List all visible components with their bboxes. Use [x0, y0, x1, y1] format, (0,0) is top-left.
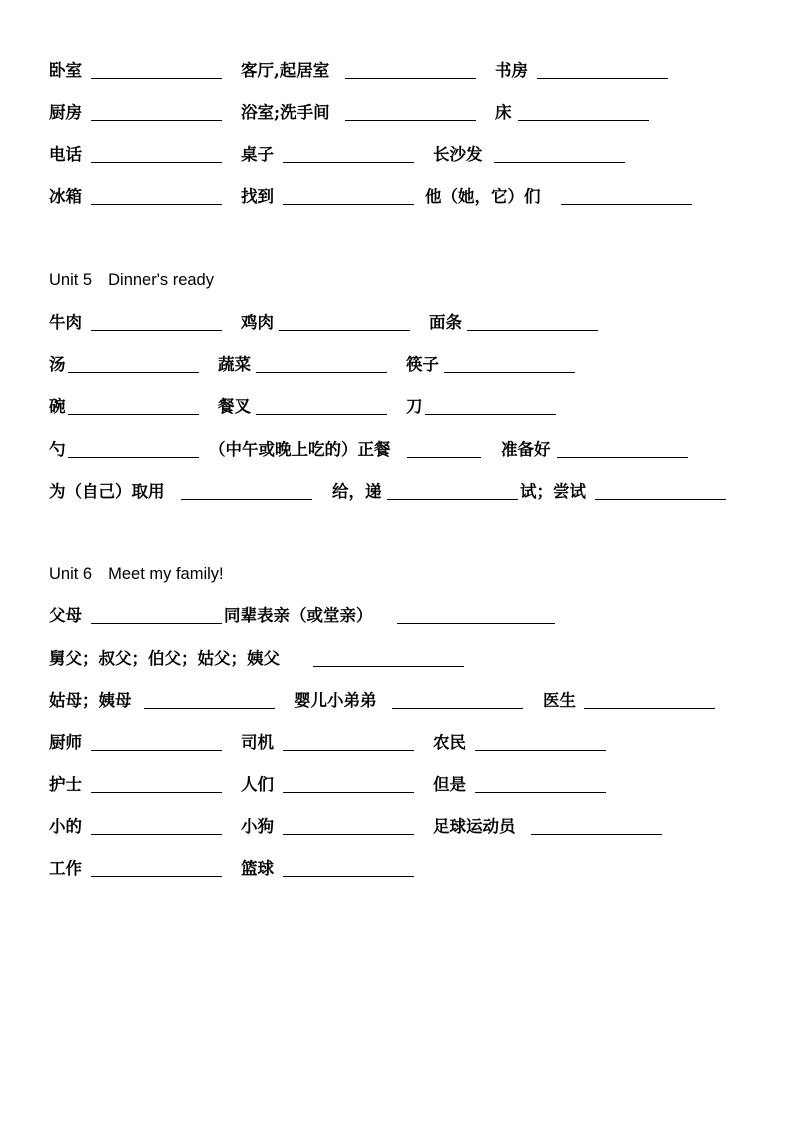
answer-blank[interactable] [444, 372, 575, 373]
answer-blank[interactable] [91, 330, 222, 331]
answer-blank[interactable] [91, 750, 222, 751]
answer-blank[interactable] [256, 414, 387, 415]
vocab-label: 医生 [543, 691, 576, 710]
vocab-label: 鸡肉 [241, 313, 274, 332]
answer-blank[interactable] [425, 414, 556, 415]
answer-blank[interactable] [397, 623, 555, 624]
vocab-label: 冰箱 [49, 187, 82, 206]
answer-blank[interactable] [181, 499, 312, 500]
answer-blank[interactable] [475, 792, 606, 793]
unit-title: Meet my family! [108, 565, 224, 583]
answer-blank[interactable] [91, 204, 222, 205]
answer-blank[interactable] [392, 708, 523, 709]
answer-blank[interactable] [91, 78, 222, 79]
answer-blank[interactable] [557, 457, 688, 458]
vocab-label: 父母 [49, 606, 82, 625]
vocab-label: 浴室;洗手间 [241, 103, 330, 122]
vocab-label: 汤 [49, 355, 66, 374]
vocab-label: 司机 [241, 733, 274, 752]
vocab-label: 筷子 [406, 355, 439, 374]
unit5-heading [49, 270, 214, 290]
answer-blank[interactable] [531, 834, 662, 835]
answer-blank[interactable] [561, 204, 692, 205]
vocab-label: 客厅,起居室 [241, 61, 330, 80]
answer-blank[interactable] [407, 457, 481, 458]
vocab-label: 农民 [433, 733, 466, 752]
answer-blank[interactable] [91, 876, 222, 877]
vocab-label: 厨师 [49, 733, 82, 752]
vocab-label: 电话 [49, 145, 82, 164]
vocab-label: 小的 [49, 817, 82, 836]
vocab-label: 给，递 [332, 482, 382, 501]
answer-blank[interactable] [283, 750, 414, 751]
vocab-label: 人们 [241, 775, 274, 794]
vocab-label: 但是 [433, 775, 466, 794]
vocab-label: 牛肉 [49, 313, 82, 332]
answer-blank[interactable] [68, 457, 199, 458]
vocab-label: 准备好 [501, 440, 551, 459]
answer-blank[interactable] [91, 792, 222, 793]
answer-blank[interactable] [279, 330, 410, 331]
answer-blank[interactable] [595, 499, 726, 500]
vocab-label: 蔬菜 [218, 355, 251, 374]
vocab-label: 桌子 [241, 145, 274, 164]
vocab-label: 刀 [406, 397, 423, 416]
answer-blank[interactable] [387, 499, 518, 500]
answer-blank[interactable] [537, 78, 668, 79]
vocab-label: 餐叉 [218, 397, 251, 416]
vocab-label: 姑母；姨母 [49, 691, 132, 710]
vocab-label: 为（自己）取用 [49, 482, 165, 501]
answer-blank[interactable] [283, 162, 414, 163]
vocab-label: 小狗 [241, 817, 274, 836]
vocab-label: 找到 [241, 187, 274, 206]
answer-blank[interactable] [283, 876, 414, 877]
answer-blank[interactable] [518, 120, 649, 121]
answer-blank[interactable] [68, 372, 199, 373]
vocab-label: 面条 [429, 313, 462, 332]
vocab-label: 护士 [49, 775, 82, 794]
answer-blank[interactable] [467, 330, 598, 331]
vocab-label: 勺 [49, 440, 66, 459]
answer-blank[interactable] [91, 834, 222, 835]
answer-blank[interactable] [256, 372, 387, 373]
unit-number: Unit 5 [49, 271, 93, 289]
vocab-label: 同辈表亲（或堂亲） [224, 606, 373, 625]
answer-blank[interactable] [345, 120, 476, 121]
answer-blank[interactable] [283, 834, 414, 835]
vocab-label: 试；尝试 [520, 482, 586, 501]
vocab-label: 厨房 [49, 103, 82, 122]
unit-title: Dinner's ready [108, 271, 214, 289]
answer-blank[interactable] [283, 792, 414, 793]
answer-blank[interactable] [494, 162, 625, 163]
vocab-label: 工作 [49, 859, 82, 878]
answer-blank[interactable] [68, 414, 199, 415]
answer-blank[interactable] [91, 623, 222, 624]
vocab-label: 长沙发 [433, 145, 483, 164]
vocab-label: 书房 [495, 61, 528, 80]
unit6-heading [49, 564, 224, 584]
vocab-label: 篮球 [241, 859, 274, 878]
answer-blank[interactable] [475, 750, 606, 751]
vocab-label: 卧室 [49, 61, 82, 80]
answer-blank[interactable] [584, 708, 715, 709]
answer-blank[interactable] [144, 708, 275, 709]
answer-blank[interactable] [313, 666, 464, 667]
vocab-label: 碗 [49, 397, 66, 416]
vocab-label: 床 [495, 103, 512, 122]
vocab-label: 足球运动员 [433, 817, 516, 836]
vocab-label: （中午或晚上吃的）正餐 [209, 440, 391, 459]
unit-number: Unit 6 [49, 565, 93, 583]
answer-blank[interactable] [283, 204, 414, 205]
answer-blank[interactable] [91, 120, 222, 121]
vocab-label: 舅父；叔父；伯父；姑父；姨父 [49, 649, 280, 668]
answer-blank[interactable] [345, 78, 476, 79]
answer-blank[interactable] [91, 162, 222, 163]
vocab-label: 他（她，它）们 [425, 187, 541, 206]
vocab-label: 婴儿小弟弟 [294, 691, 377, 710]
